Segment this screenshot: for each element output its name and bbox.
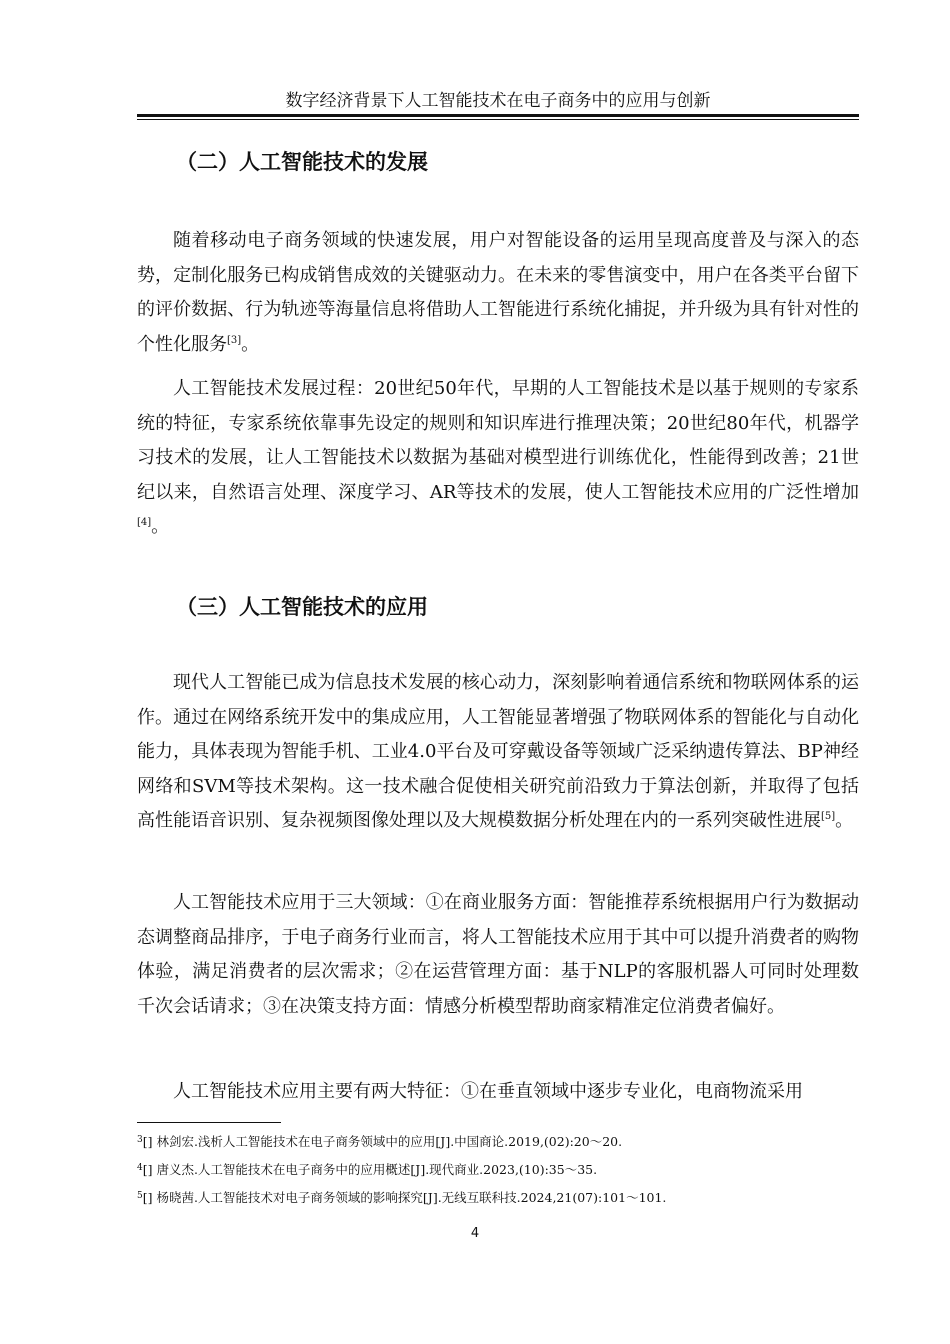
footnote	[137, 1161, 859, 1179]
citation-ref[interactable]: [5]	[821, 811, 836, 822]
paragraph-end: 。	[835, 810, 854, 831]
citation-ref[interactable]: [3]	[227, 334, 242, 346]
footnote	[137, 1133, 859, 1151]
header-rule	[137, 114, 859, 117]
footnote	[137, 1189, 859, 1207]
footnote-mark: 5	[137, 1191, 143, 1201]
citation-ref[interactable]: [4]	[137, 517, 152, 528]
section-heading-development: （二）人工智能技术的发展	[176, 150, 428, 174]
footnote-mark: 4	[137, 1163, 143, 1173]
paragraph-text: 现代人工智能已成为信息技术发展的核心动力，深刻影响着通信系统和物联网体系的运作。通过在网络系统开发中的集成应用，人工智能显著增强了物联网体系的智能化与自动化能力，具体表现为智能手机、工业4.0平台及可穿戴设备等领域广泛采纳遗传算法、BP神经网络和SVM等技术架构。这一技术融合促使相关研究前沿致力于算法创新，并取得了包括高性能语音识别、复杂视频图像处理以及大规模数据分析处理在内的一系列突破性进展	[137, 672, 859, 831]
page-number: 4	[470, 1226, 480, 1241]
running-header: 数字经济背景下人工智能技术在电子商务中的应用与创新	[285, 91, 711, 111]
paragraph-text: 人工智能技术应用主要有两大特征：①在垂直领域中逐步专业化，电商物流采用	[173, 1081, 803, 1102]
paragraph-end: 。	[151, 516, 170, 537]
paragraph	[137, 666, 859, 839]
paragraph	[137, 1075, 859, 1110]
paragraph-text: 人工智能技术应用于三大领域：①在商业服务方面：智能推荐系统根据用户行为数据动态调整商品排序，于电子商务行业而言，将人工智能技术应用于其中可以提升消费者的购物体验，满足消费者的层次需求；②在运营管理方面：基于NLP的客服机器人可同时处理数千次会话请求；③在决策支持方面：情感分析模型帮助商家精准定位消费者偏好。	[137, 892, 859, 1017]
paragraph	[137, 372, 859, 545]
footnote-rule	[137, 1122, 281, 1123]
footnote-mark: 3	[137, 1135, 143, 1145]
paragraph-text: 人工智能技术发展过程：20世纪50年代，早期的人工智能技术是以基于规则的专家系统的特征，专家系统依靠事先设定的规则和知识库进行推理决策；20世纪80年代，机器学习技术的发展，让人工智能技术以数据为基础对模型进行训练优化，性能得到改善；21世纪以来，自然语言处理、深度学习、AR等技术的发展，使人工智能技术应用的广泛性增加	[137, 378, 859, 503]
paragraph	[137, 886, 859, 1024]
footnote-text: [] 唐义杰.人工智能技术在电子商务中的应用概述[J].现代商业.2023,(10):35～35.	[142, 1162, 598, 1177]
section-heading-application: （三）人工智能技术的应用	[176, 595, 428, 619]
footnote-text: [] 杨晓茜.人工智能技术对电子商务领域的影响探究[J].无线互联科技.2024,21(07):101～101.	[142, 1190, 667, 1205]
paragraph-text: 随着移动电子商务领域的快速发展，用户对智能设备的运用呈现高度普及与深入的态势，定制化服务已构成销售成效的关键驱动力。在未来的零售演变中，用户在各类平台留下的评价数据、行为轨迹等海量信息将借助人工智能进行系统化捕捉，并升级为具有针对性的个性化服务	[137, 230, 859, 355]
paragraph	[137, 224, 859, 362]
header-rule-thin	[137, 119, 859, 120]
paragraph-end: 。	[241, 333, 260, 355]
footnote-text: [] 林剑宏.浅析人工智能技术在电子商务领域中的应用[J].中国商论.2019,(02):20～20.	[142, 1134, 623, 1149]
